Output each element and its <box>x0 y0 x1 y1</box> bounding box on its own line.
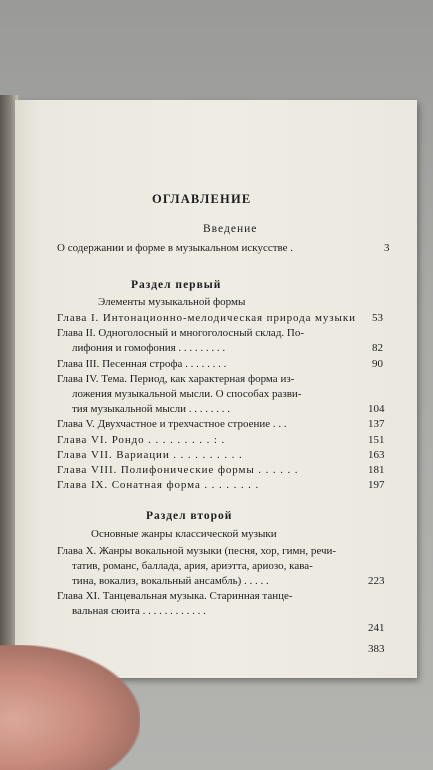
toc-line: Глава VI. Рондо . . . . . . . . . : . <box>57 434 226 446</box>
toc-line: Глава III. Песенная строфа . . . . . . . . <box>57 358 227 370</box>
hand <box>0 645 140 770</box>
toc-line: ложения музыкальной мысли. О способах разви- <box>72 388 302 400</box>
toc-line-page: 104 <box>368 403 385 415</box>
toc-line: Глава VIII. Полифонические формы . . . . . . <box>57 464 299 476</box>
toc-line: Глава IV. Тема. Период, как характерная форма из- <box>57 373 295 385</box>
toc-line-page: 163 <box>368 449 385 461</box>
toc-line: лифония и гомофония . . . . . . . . . <box>72 342 226 354</box>
toc-line: вальная сюита . . . . . . . . . . . . <box>72 605 206 617</box>
toc-line-page: 151 <box>368 434 385 446</box>
toc-line-page: 90 <box>372 358 383 370</box>
toc-line-page: 82 <box>372 342 383 354</box>
toc-line-page: 181 <box>368 464 385 476</box>
toc-line: Глава IX. Сонатная форма . . . . . . . . <box>57 479 260 491</box>
toc-line-page: 223 <box>368 575 385 587</box>
section2-subheading: Основные жанры классической музыки <box>91 528 277 540</box>
intro-heading: Введение <box>203 223 258 235</box>
toc-line: Глава II. Одноголосный и многоголосный склад. По- <box>57 327 305 339</box>
section2-heading: Раздел второй <box>146 510 233 522</box>
section1-heading: Раздел первый <box>131 279 222 291</box>
toc-line: Глава I. Интонационно-мелодическая природа музыки <box>57 312 356 324</box>
toc-line-page: 53 <box>372 312 383 324</box>
toc-line: татив, романс, баллада, ария, ариэтта, ариозо, кава- <box>72 560 313 572</box>
toc-line: тия музыкальной мысли . . . . . . . . <box>72 403 230 415</box>
toc-line-page: 241 <box>368 622 385 634</box>
section1-subheading: Элементы музыкальной формы <box>98 296 246 308</box>
toc-line: тина, вокализ, вокальный ансамбль) . . . . . <box>72 575 269 587</box>
toc-line: Глава VII. Вариации . . . . . . . . . . <box>57 449 243 461</box>
intro-entry: О содержании и форме в музыкальном искусстве . <box>57 242 294 254</box>
toc-line: Глава XI. Танцевальная музыка. Старинная танце- <box>57 590 293 602</box>
page-title: ОГЛАВЛЕНИЕ <box>152 192 252 206</box>
toc-line: Глава X. Жанры вокальной музыки (песня, хор, гимн, речи- <box>57 545 337 557</box>
toc-line-page: 137 <box>368 418 385 430</box>
toc-line: Глава V. Двухчастное и трехчастное строение . . . <box>57 418 287 430</box>
intro-entry-page: 3 <box>384 242 390 254</box>
page-number: 383 <box>368 643 385 655</box>
toc-line-page: 197 <box>368 479 385 491</box>
